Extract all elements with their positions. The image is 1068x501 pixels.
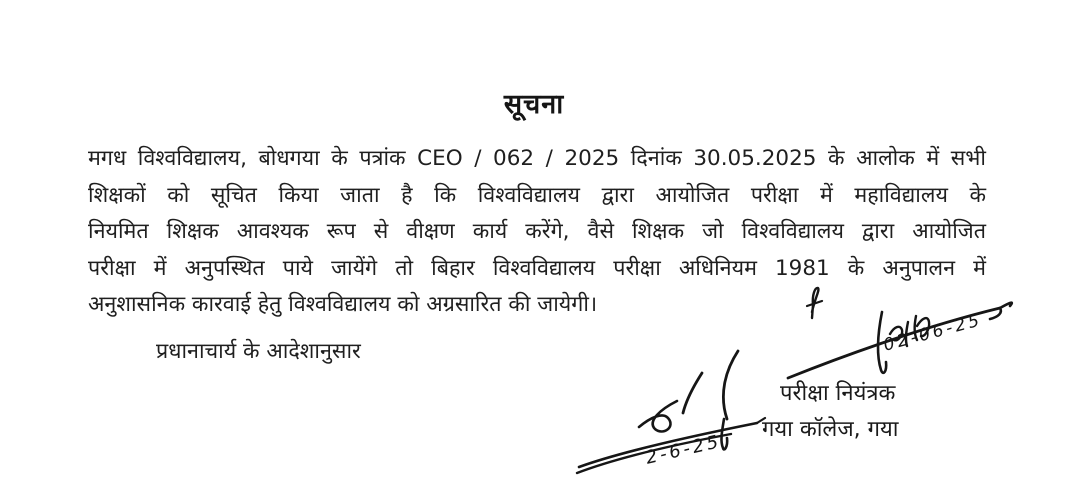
body-line-2: शिक्षकों को सूचित किया जाता है कि विश्वविद्यालय द्वारा आयोजित परीक्षा में महाविद्यालय के bbox=[88, 182, 986, 208]
signatory-designation: परीक्षा नियंत्रक bbox=[780, 381, 896, 406]
countersignature bbox=[575, 345, 780, 495]
body-line-1: मगध विश्वविद्यालय, बोधगया के पत्रांक CEO / 062 / 2025 दिनांक 30.05.2025 के आलोक में सभी bbox=[88, 146, 986, 171]
body-line-5: अनुशासनिक कारवाई हेतु विश्वविद्यालय को अग्रसारित की जायेगी। bbox=[88, 292, 598, 317]
order-line: प्रधानाचार्य के आदेशानुसार bbox=[156, 339, 361, 364]
signature-date-upper: 02-06-25 bbox=[881, 310, 985, 356]
body-line-3: नियमित शिक्षक आवश्यक रूप से वीक्षण कार्य करेंगे, वैसे शिक्षक जो विश्वविद्यालय द्वारा आयोजित bbox=[88, 219, 986, 244]
signature-date-lower: 2-6-25 bbox=[643, 430, 724, 469]
body-line-4: परीक्षा में अनुपस्थित पाये जायेंगे तो बिहार विश्वविद्यालय परीक्षा अधिनियम 1981 के अनुपालन में bbox=[88, 255, 986, 281]
signatory-organization: गया कॉलेज, गया bbox=[762, 417, 899, 442]
notice-title: सूचना bbox=[503, 89, 565, 120]
